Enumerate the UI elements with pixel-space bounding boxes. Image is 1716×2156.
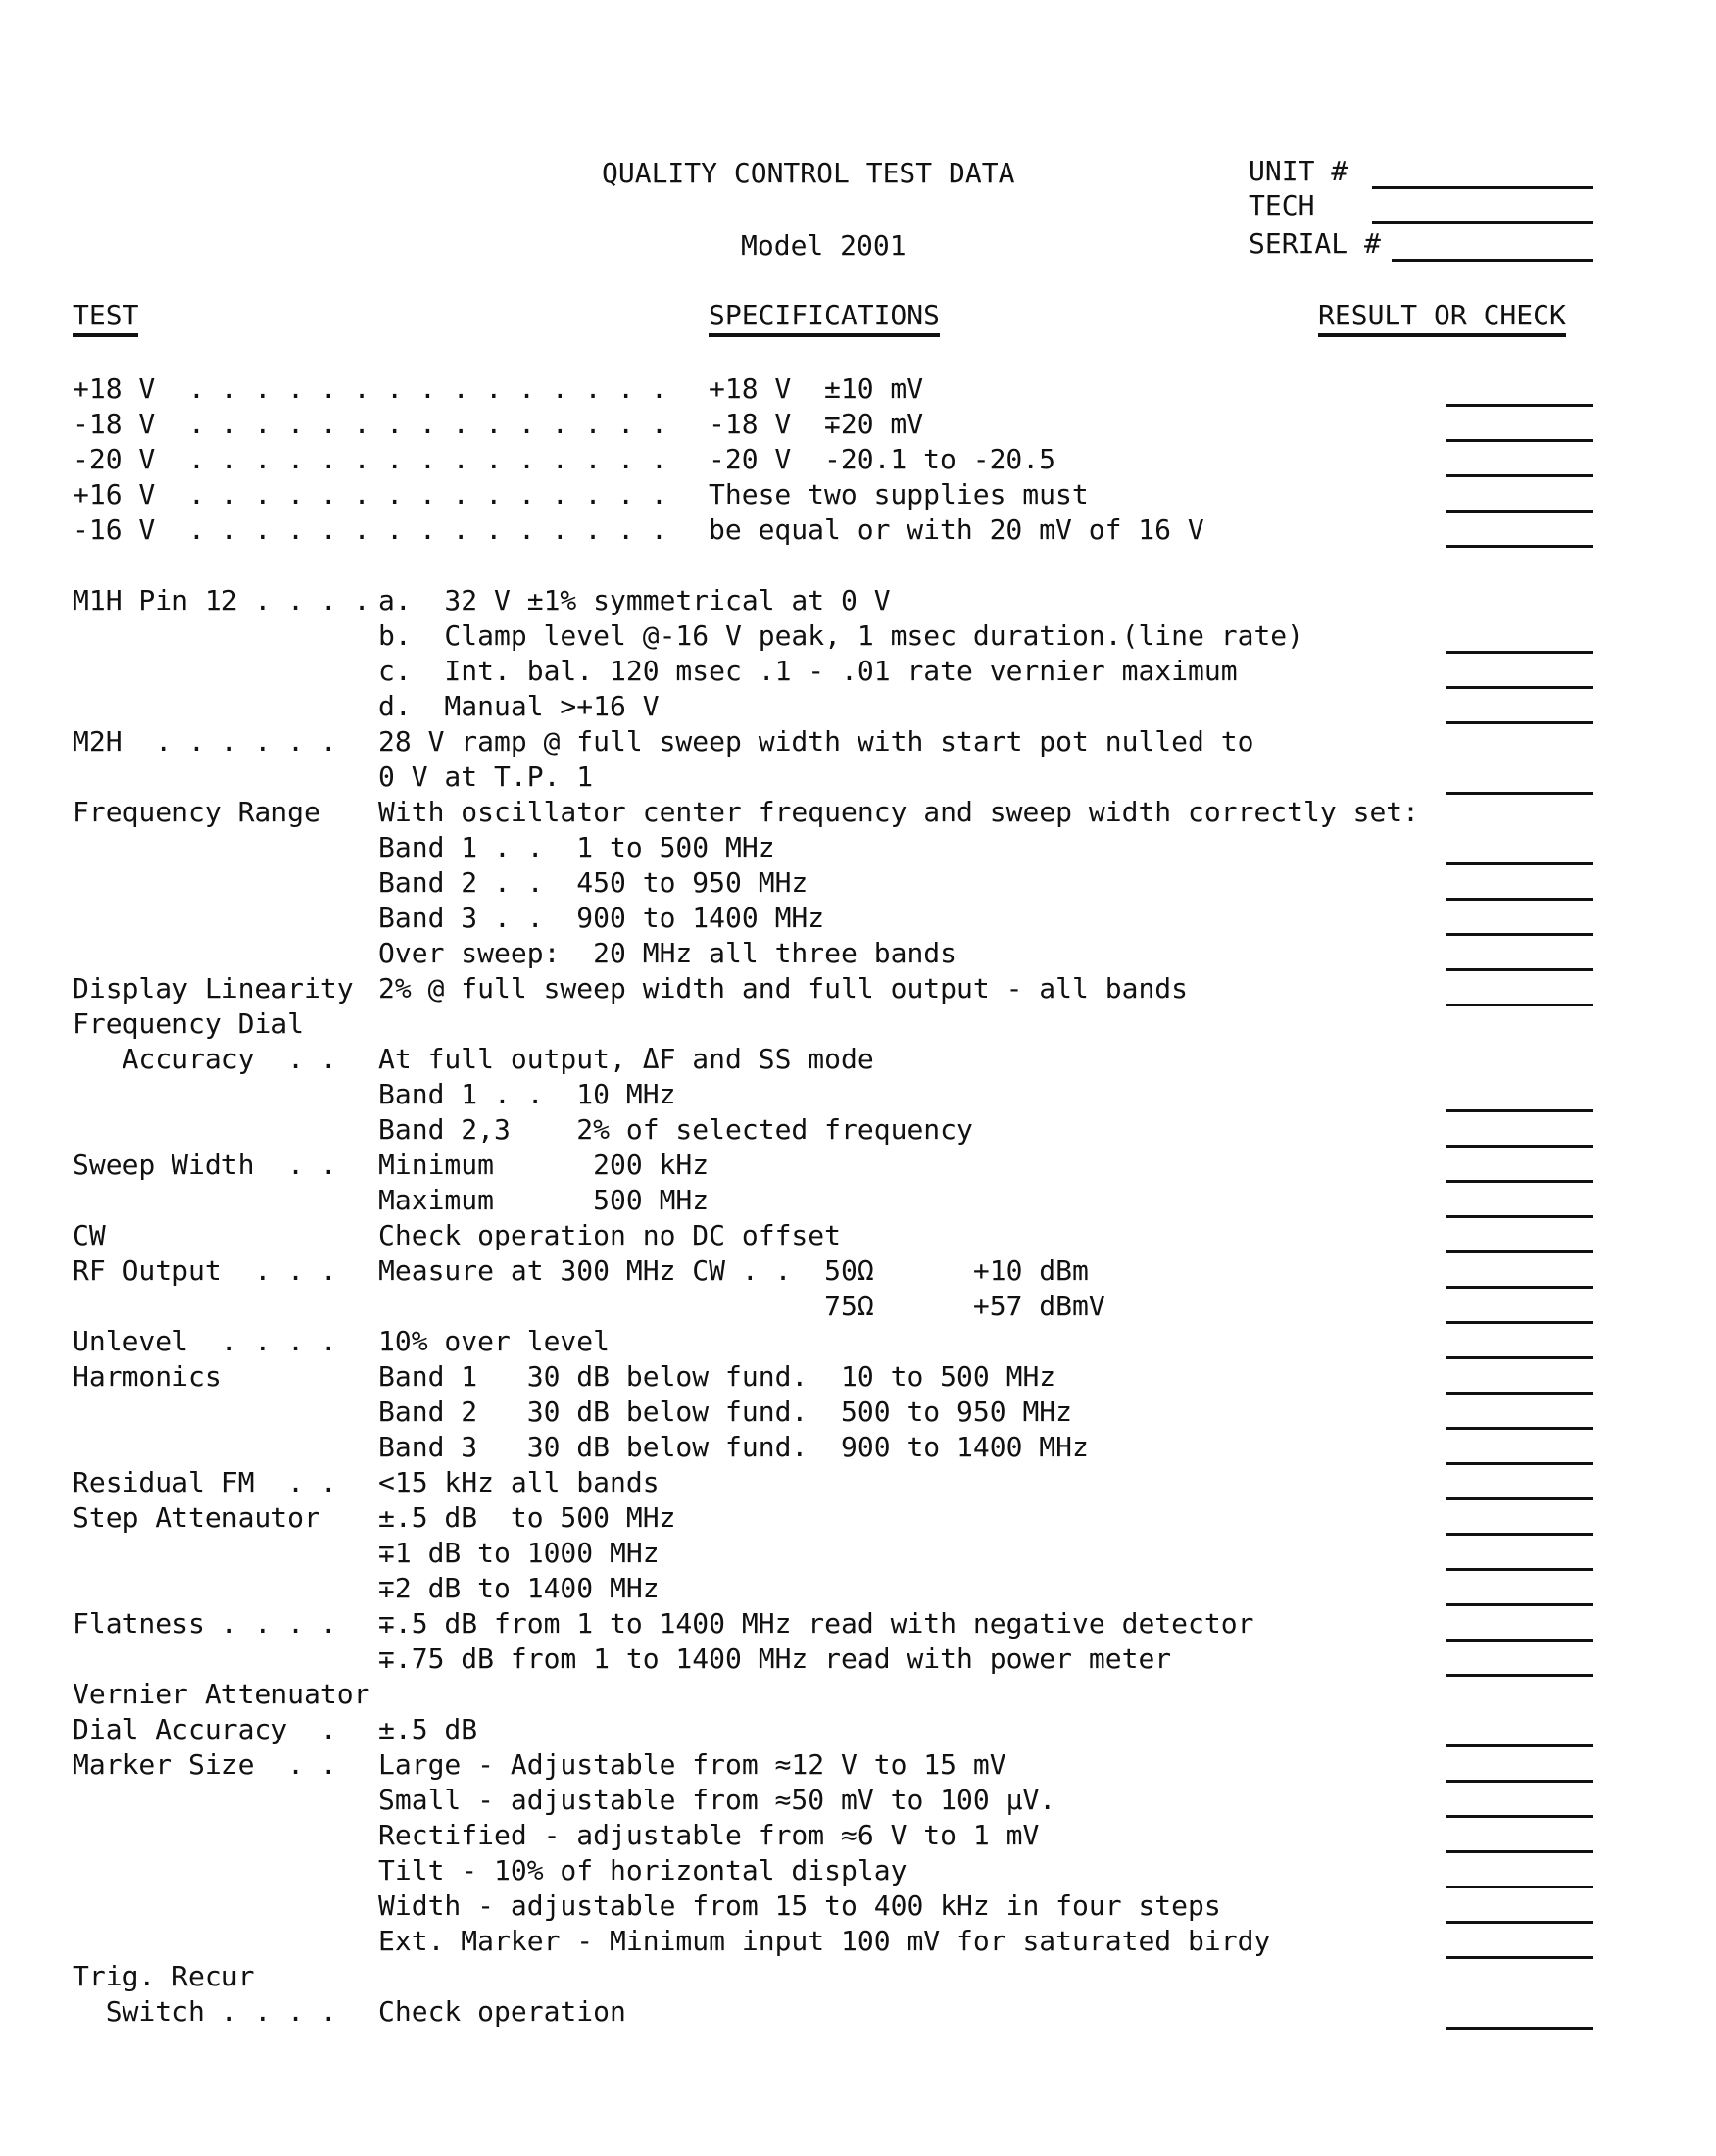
table-row: [0, 1253, 1716, 1289]
test-name: Step Attenautor: [73, 1501, 320, 1534]
tech-label: TECH: [1249, 189, 1315, 221]
test-name: Flatness . . . .: [73, 1607, 337, 1640]
specification: ∓1 dB to 1000 MHz: [378, 1537, 660, 1569]
table-row: [0, 477, 1716, 513]
specification: Small - adjustable from ≈50 mV to 100 µV.: [378, 1784, 1056, 1816]
specification: ∓2 dB to 1400 MHz: [378, 1572, 660, 1604]
test-name: Marker Size . .: [73, 1748, 337, 1781]
specification: d. Manual >+16 V: [378, 690, 660, 722]
specification: c. Int. bal. 120 msec .1 - .01 rate vernier maximum: [378, 655, 1238, 687]
column-header-result: RESULT OR CHECK: [1318, 299, 1566, 337]
specification: Check operation no DC offset: [378, 1219, 842, 1251]
specification: Check operation: [378, 1995, 626, 2028]
test-table: [0, 371, 1716, 2030]
specification: Band 2 . . 450 to 950 MHz: [378, 866, 809, 899]
table-row: [0, 901, 1716, 936]
specification: 2% @ full sweep width and full output - all bands: [378, 972, 1189, 1004]
table-row: [0, 654, 1716, 689]
test-name: Accuracy . .: [73, 1043, 337, 1075]
specification: -20 V -20.1 to -20.5: [709, 443, 1056, 475]
specification: -18 V ∓20 mV: [709, 408, 924, 440]
specification: Band 2 30 dB below fund. 500 to 950 MHz: [378, 1396, 1073, 1428]
table-row: [0, 1888, 1716, 1924]
test-name: Display Linearity: [73, 972, 354, 1004]
table-row: [0, 1077, 1716, 1112]
table-row: [0, 724, 1716, 760]
specification: Band 3 30 dB below fund. 900 to 1400 MHz: [378, 1431, 1089, 1463]
specification: Band 1 . . 10 MHz: [378, 1078, 676, 1110]
table-row: [0, 1712, 1716, 1747]
specification: Rectified - adjustable from ≈6 V to 1 mV: [378, 1819, 1040, 1851]
specification: Tilt - 10% of horizontal display: [378, 1854, 907, 1886]
specification: ∓.5 dB from 1 to 1400 MHz read with negative detector: [378, 1607, 1254, 1640]
table-row: [0, 1783, 1716, 1818]
specification: Minimum 200 kHz: [378, 1149, 710, 1181]
test-name: +18 V . . . . . . . . . . . . . . .: [73, 372, 667, 405]
table-row: [0, 865, 1716, 901]
specification: Band 1 . . 1 to 500 MHz: [378, 831, 775, 863]
table-row: [0, 407, 1716, 442]
table-row: [0, 442, 1716, 477]
test-name: CW: [73, 1219, 106, 1251]
table-row: [0, 1747, 1716, 1783]
specification: 0 V at T.P. 1: [378, 760, 594, 793]
specification: 75Ω +57 dBmV: [378, 1290, 1105, 1322]
table-row: [0, 689, 1716, 724]
table-row: [0, 583, 1716, 618]
specification: Maximum 500 MHz: [378, 1184, 710, 1216]
table-row: [0, 1994, 1716, 2030]
specification: ±.5 dB to 500 MHz: [378, 1501, 676, 1534]
table-row: [0, 1571, 1716, 1606]
table-row: [0, 936, 1716, 971]
column-header-specifications: SPECIFICATIONS: [709, 299, 940, 337]
table-row: [0, 1606, 1716, 1642]
document-title: QUALITY CONTROL TEST DATA: [602, 157, 1015, 189]
tech-field[interactable]: [1372, 221, 1593, 224]
test-name: M2H . . . . . .: [73, 725, 337, 758]
specification: Band 1 30 dB below fund. 10 to 500 MHz: [378, 1360, 1056, 1393]
unit-number-field[interactable]: [1372, 186, 1593, 189]
test-name: Frequency Dial: [73, 1007, 305, 1040]
test-name: Harmonics: [73, 1360, 221, 1393]
specification: Over sweep: 20 MHz all three bands: [378, 937, 957, 969]
table-row: [0, 371, 1716, 407]
specification: At full output, ΔF and SS mode: [378, 1043, 874, 1075]
table-row: [0, 830, 1716, 865]
test-name: Frequency Range: [73, 796, 320, 828]
table-row: [0, 1112, 1716, 1148]
table-row: [0, 1465, 1716, 1500]
table-row: [0, 971, 1716, 1006]
specification: Band 3 . . 900 to 1400 MHz: [378, 902, 825, 934]
column-header-test: TEST: [73, 299, 138, 337]
specification: 28 V ramp @ full sweep width with start pot nulled to: [378, 725, 1254, 758]
specification: Width - adjustable from 15 to 400 kHz in four steps: [378, 1889, 1221, 1922]
specification: Measure at 300 MHz CW . . 50Ω +10 dBm: [378, 1254, 1089, 1287]
test-name: Unlevel . . . .: [73, 1325, 337, 1357]
specification: b. Clamp level @-16 V peak, 1 msec duration.(line rate): [378, 619, 1304, 652]
test-name: M1H Pin 12 . . . .: [73, 584, 370, 616]
specification: ±.5 dB: [378, 1713, 478, 1745]
test-name: -18 V . . . . . . . . . . . . . . .: [73, 408, 667, 440]
serial-number-label: SERIAL #: [1249, 227, 1381, 260]
specification: Large - Adjustable from ≈12 V to 15 mV: [378, 1748, 1006, 1781]
specification: <15 kHz all bands: [378, 1466, 660, 1498]
table-row: [0, 513, 1716, 548]
test-name: Vernier Attenuator: [73, 1678, 370, 1710]
test-name: Dial Accuracy .: [73, 1713, 337, 1745]
table-row: [0, 1183, 1716, 1218]
table-row: [0, 795, 1716, 830]
table-row: [0, 1677, 1716, 1712]
test-name: Residual FM . .: [73, 1466, 337, 1498]
test-name: RF Output . . .: [73, 1254, 337, 1287]
specification: ∓.75 dB from 1 to 1400 MHz read with power meter: [378, 1642, 1172, 1675]
test-name: +16 V . . . . . . . . . . . . . . .: [73, 478, 667, 511]
test-name: -20 V . . . . . . . . . . . . . . .: [73, 443, 667, 475]
specification: 10% over level: [378, 1325, 611, 1357]
model-label: Model 2001: [741, 229, 907, 262]
specification: be equal or with 20 mV of 16 V: [709, 514, 1204, 546]
test-name: -16 V . . . . . . . . . . . . . . .: [73, 514, 667, 546]
table-row: [0, 1924, 1716, 1959]
table-row: [0, 548, 1716, 583]
table-row: [0, 1042, 1716, 1077]
table-row: [0, 1853, 1716, 1888]
specification: These two supplies must: [709, 478, 1089, 511]
test-name: Sweep Width . .: [73, 1149, 337, 1181]
specification: a. 32 V ±1% symmetrical at 0 V: [378, 584, 891, 616]
table-row: [0, 760, 1716, 795]
serial-number-field[interactable]: [1392, 259, 1593, 262]
table-row: [0, 1959, 1716, 1994]
specification: With oscillator center frequency and sweep width correctly set:: [378, 796, 1420, 828]
test-name: Switch . . . .: [73, 1995, 337, 2028]
result-field[interactable]: [1446, 2027, 1593, 2030]
specification: Ext. Marker - Minimum input 100 mV for saturated birdy: [378, 1925, 1271, 1957]
specification: +18 V ±10 mV: [709, 372, 924, 405]
table-row: [0, 1818, 1716, 1853]
table-row: [0, 1289, 1716, 1324]
table-row: [0, 1500, 1716, 1536]
table-row: [0, 1218, 1716, 1253]
unit-number-label: UNIT #: [1249, 155, 1348, 187]
test-name: Trig. Recur: [73, 1960, 255, 1992]
table-row: [0, 618, 1716, 654]
table-row: [0, 1536, 1716, 1571]
table-row: [0, 1359, 1716, 1395]
table-row: [0, 1430, 1716, 1465]
table-row: [0, 1642, 1716, 1677]
table-row: [0, 1148, 1716, 1183]
table-row: [0, 1395, 1716, 1430]
table-row: [0, 1006, 1716, 1042]
table-row: [0, 1324, 1716, 1359]
specification: Band 2,3 2% of selected frequency: [378, 1113, 973, 1146]
